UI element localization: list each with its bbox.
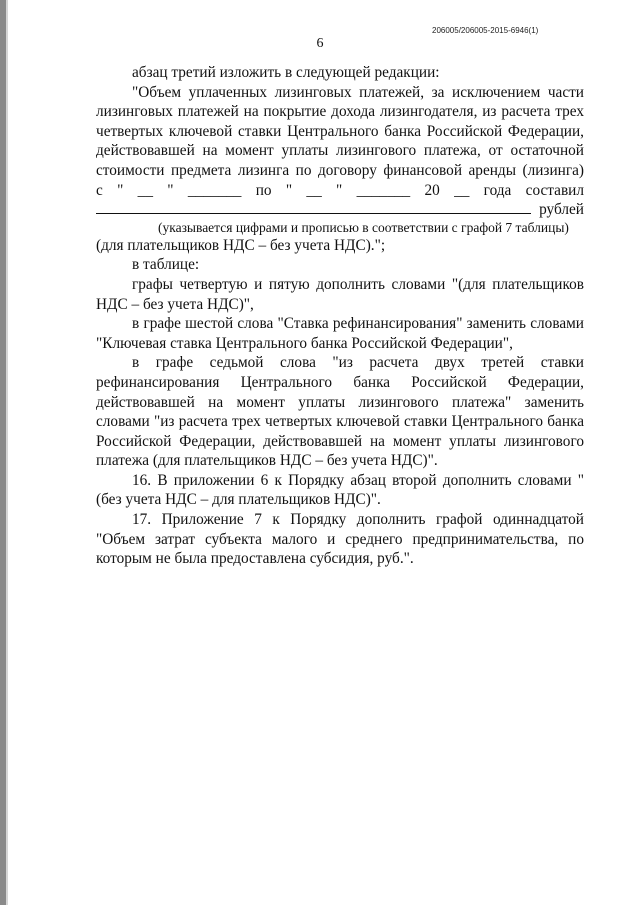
amount-line [96,200,584,220]
paragraph: абзац третий изложить в следующей редакции: [132,64,440,81]
form-quote: " [167,181,174,199]
form-blank-day: __ [137,181,153,199]
paragraph: 17. Приложение 7 к Порядку дополнить графой одиннадцатой "Объем затрат субъекта малого и среднего предпринимательства, по которым не была предоставлена субсидия, руб.". [96,511,584,568]
form-quote: " [285,181,293,199]
paragraph: в графе шестой слова "Ставка рефинансирования" заменить словами "Ключевая ставка Центрального банка Российской Федерации", [96,315,584,352]
form-quote: " [117,181,124,199]
form-blank-month: _______ [356,181,411,199]
page-number: 6 [316,36,324,51]
form-quote: " [336,181,343,199]
paragraph: 16. В приложении 6 к Порядку абзац второй дополнить словами "(без учета НДС – для плательщиков НДС)". [96,471,584,509]
form-po: по [255,181,272,199]
form-blank-year: __ [454,181,470,199]
form-c: с [96,181,103,199]
amount-blank [96,200,531,214]
document-body [96,63,584,569]
form-sostavil: составил [525,181,584,199]
date-form-line [96,181,584,201]
paragraph: (для плательщиков НДС – без учета НДС)."; [96,236,386,254]
amount-unit: рублей [539,201,584,219]
form-blank-day: __ [306,181,322,199]
paragraph: в графе седьмой слова "из расчета двух третей ставки рефинансирования Центрального банка Российской Федерации, действовавшей на момент уплаты лизингового платежа" заменить словами "из расчета трех четвертых ключевой ставки Центрального банка Российской Федерации, действовавшей на момент уплаты лизингового платежа (для плательщиков НДС – без учета НДС)". [96,354,584,470]
form-year: 20 [424,181,440,199]
paragraph: "Объем уплаченных лизинговых платежей, за исключением части лизинговых платежей на покрытие дохода лизингодателя, из расчета трех четвертых ключевой ставки Центрального банка Российской Федерации, действовавшей на момент уплаты лизингового платежа, от остаточной стоимости предмета лизинга по договору финансовой аренды (лизинга) [96,83,584,179]
scan-edge-line [6,0,8,905]
amount-caption: (указывается цифрами и прописью в соответствии с графой 7 таблицы) [158,219,569,235]
paragraph: графы четвертую и пятую дополнить словами "(для плательщиков НДС – без учета НДС)", [96,275,584,313]
form-goda: года [483,181,512,199]
paragraph: в таблице: [132,256,200,274]
form-blank-month: _______ [187,181,242,199]
document-id: 206005/206005-2015-6946(1) [432,26,539,35]
